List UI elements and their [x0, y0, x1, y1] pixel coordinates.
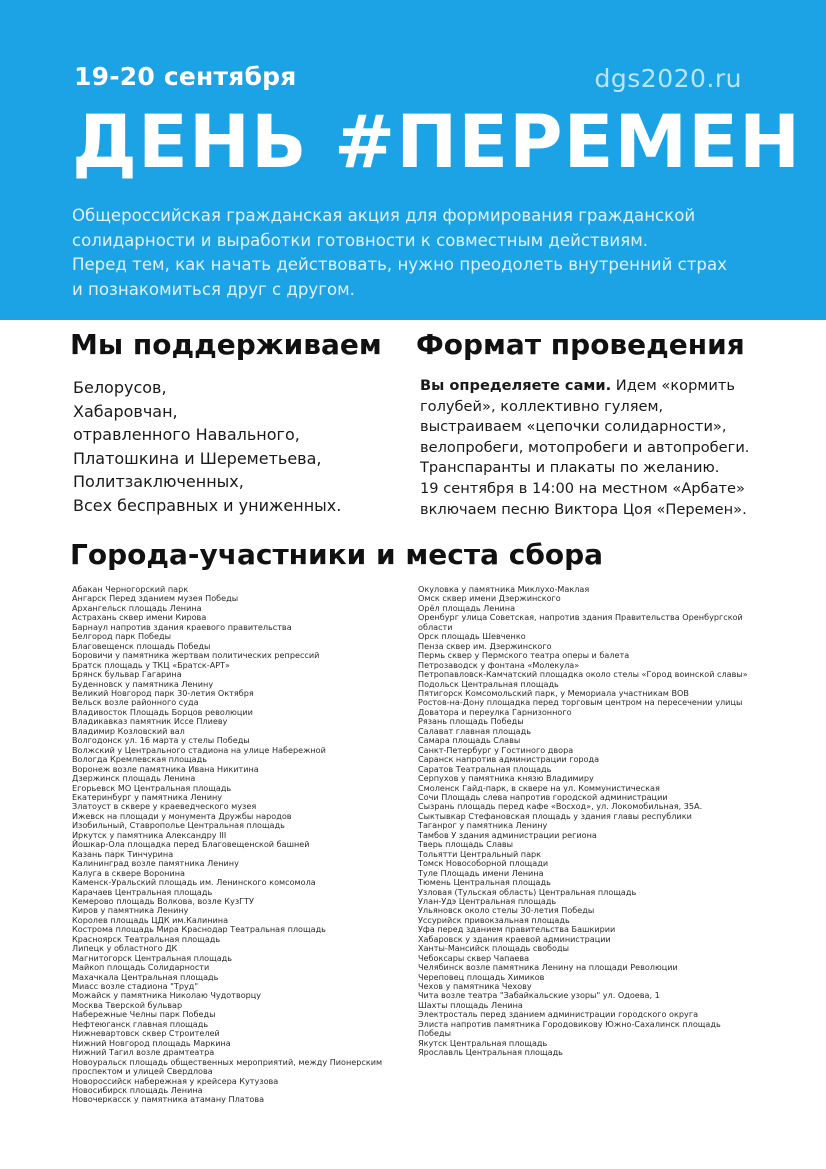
city-entry: Липецк у областного ДК — [72, 943, 178, 954]
city-entry: Сызрань площадь перед кафе «Восход», ул. Локомобильная, 35А. — [418, 801, 703, 812]
city-entry: Йошкар-Ола площадка перед Благовещенской башней — [72, 839, 310, 850]
city-entry: Оренбург улица Советская, напротив здания Правительства Оренбургской — [418, 612, 743, 623]
city-entry: Нефтеюганск главная площадь — [72, 1018, 209, 1029]
city-entry: Пятигорск Комсомольский парк, у Мемориала участникам ВОВ — [418, 687, 689, 698]
city-entry: Брянск бульвар Гагарина — [72, 669, 182, 680]
city-entry: Новочеркасск у памятника атаману Платова — [72, 1094, 265, 1105]
city-entry: Астрахань сквер имени Кирова — [72, 612, 207, 623]
city-entry: Махачкала Центральная площадь — [72, 971, 219, 982]
city-entry: Тюмень Центральная площадь — [418, 877, 551, 888]
city-entry: Тверь площадь Славы — [418, 839, 514, 850]
city-entry: Казань парк Тинчурина — [72, 848, 174, 859]
city-entry: Новоуральск площадь общественных мероприятий, между Пионерским — [72, 1056, 383, 1067]
city-entry: Сочи Площадь слева напротив городской администрации — [418, 791, 668, 802]
city-entry: Томск Новособорной площади — [418, 858, 549, 869]
city-entry: Калининград возле памятника Ленину — [72, 858, 239, 869]
format-line: голубей», коллективно гуляем, — [420, 397, 664, 415]
city-entry: Владивосток Площадь Борцов революции — [72, 706, 253, 717]
city-entry: Ангарск Перед зданием музея Победы — [72, 593, 239, 604]
support-item: Хабаровчан, — [73, 401, 178, 421]
city-entry: Королев площадь ЦДК им.Калинина — [72, 914, 229, 925]
city-entry: Окуловка у памятника Миклухо-Маклая — [418, 584, 590, 594]
format-line: выстраиваем «цепочки солидарности», — [420, 418, 727, 436]
city-entry: Санкт-Петербург у Гостиного двора — [418, 744, 574, 755]
city-entry: Вологда Кремлевская площадь — [72, 754, 208, 765]
city-entry: Карачаев Центральная площадь — [72, 886, 213, 897]
city-entry: проспектом и улицей Свердлова — [72, 1066, 213, 1077]
city-entry: Братск площадь у ТКЦ «Братск-АРТ» — [72, 659, 231, 670]
city-entry: Тамбов У здания администрации региона — [418, 829, 597, 840]
city-entry: Ростов-на-Дону площадка перед торговым центром на пересечении улицы — [418, 697, 743, 708]
city-entry: Киров у памятника Ленину — [72, 905, 189, 916]
city-entry: Воронеж возле памятника Ивана Никитина — [72, 763, 259, 774]
city-entry: Новосибирск площадь Ленина — [72, 1085, 203, 1096]
city-entry: Нижневартовск сквер Строителей — [72, 1028, 220, 1039]
format-line: включаем песню Виктора Цоя «Перемен». — [420, 500, 747, 518]
city-entry: Череповец площадь Химиков — [418, 971, 545, 982]
city-entry: Барнаул напротив здания краевого правительства — [72, 621, 292, 632]
city-entry: Саратов Театральная площадь — [418, 763, 552, 774]
format-first-line-rest: Идем «кормить — [611, 377, 735, 394]
city-entry: Дзержинск площадь Ленина — [72, 773, 196, 784]
city-entry: Элиста напротив памятника Городовикову Южно-Сахалинск площадь — [418, 1018, 721, 1029]
city-entry: Ханты-Мансийск площадь свободы — [418, 943, 569, 954]
city-entry: Миасс возле стадиона "Труд" — [72, 981, 199, 992]
city-entry: Чита возле театра "Забайкальские узоры" ул. Одоева, 1 — [418, 990, 660, 1001]
city-entry: Белгород парк Победы — [72, 631, 172, 642]
city-entry: Салават главная площадь — [418, 725, 531, 736]
city-entry: Омск сквер имени Дзержинского — [418, 593, 561, 604]
city-entry: Узловая (Тульская область) Центральная площадь — [418, 886, 637, 897]
support-item: Политзаключенных, — [73, 472, 244, 492]
intro-line: Перед тем, как начать действовать, нужно преодолеть внутренний страх — [72, 255, 727, 274]
city-entry: Новороссийск набережная у крейсера Кутузова — [72, 1075, 279, 1086]
city-entry: Смоленск Гайд-парк, в сквере на ул. Коммунистическая — [418, 782, 660, 793]
city-entry: Каменск-Уральский площадь им. Ленинского комсомола — [72, 877, 316, 888]
support-item: Белорусов, — [73, 378, 167, 397]
city-entry: Тольятти Центральный парк — [418, 848, 542, 859]
city-entry: Великий Новгород парк 30-летия Октября — [72, 687, 254, 698]
city-entry: Орёл площадь Ленина — [418, 602, 516, 613]
city-entry: Петрозаводск у фонтана «Молекула» — [418, 659, 580, 670]
city-entry: Благовещенск площадь Победы — [72, 640, 211, 651]
city-entry: Архангельск площадь Ленина — [72, 602, 202, 613]
city-entry: Нижний Новгород площадь Маркина — [72, 1037, 231, 1048]
format-line: Транспаранты и плакаты по желанию. — [420, 459, 720, 477]
intro-line: и познакомиться друг с другом. — [72, 279, 355, 299]
city-entry: Петропавловск-Камчатский площадка около стелы «Город воинской славы» — [418, 669, 748, 680]
city-entry: Набережные Челны парк Победы — [72, 1009, 216, 1020]
intro-line: солидарности и выработки готовности к совместным действиям. — [72, 230, 648, 250]
support-item: Всех бесправных и униженных. — [73, 495, 342, 515]
city-entry: Уфа перед зданием правительства Башкирии — [418, 924, 616, 935]
city-entry: Егорьевск МО Центральная площадь — [72, 782, 232, 793]
city-entry: Нижний Тагил возле драмтеатра — [72, 1047, 215, 1058]
city-entry: Буденновск у памятника Ленину — [72, 678, 214, 689]
city-entry: Вельск возле районного суда — [72, 697, 199, 708]
format-title: Формат проведения — [416, 328, 745, 361]
city-entry: Уссурийск привокзальная площадь — [418, 914, 570, 925]
format-text — [420, 376, 780, 520]
city-entry: Самара площадь Славы — [418, 735, 521, 746]
city-entry: Электросталь перед зданием администрации городского округа — [418, 1009, 699, 1020]
city-entry: Туле Площадь имени Ленина — [418, 867, 544, 878]
city-entry: Волгодонск ул. 16 марта у стелы Победы — [72, 735, 250, 746]
city-entry: Рязань площадь Победы — [418, 716, 524, 727]
city-entry: Абакан Черногорский парк — [72, 584, 189, 594]
city-entry: Пермь сквер у Пермского театра оперы и балета — [418, 650, 630, 661]
website-url[interactable]: dgs2020.ru — [594, 64, 742, 93]
city-entry: Магнитогорск Центральная площадь — [72, 952, 233, 963]
city-entry: Чехов у памятника Чехову — [418, 981, 532, 992]
city-entry: Сыктывкар Стефановская площадь у здания главы республики — [418, 810, 692, 821]
format-line: велопробеги, мотопробеги и автопробеги. — [420, 438, 750, 456]
support-item: Платошкина и Шереметьева, — [73, 448, 322, 468]
cities-list-right — [418, 585, 748, 1058]
intro-line: Общероссийская гражданская акция для формирования гражданской — [72, 206, 696, 225]
city-entry: Ижевск на площади у монумента Дружбы народов — [72, 810, 292, 821]
city-entry: Майкоп площадь Солидарности — [72, 962, 210, 973]
city-entry: Калуга в сквере Воронина — [72, 867, 185, 878]
headline: ДЕНЬ #ПЕРЕМЕН — [72, 100, 802, 185]
city-entry: Челябинск возле памятника Ленину на площади Революции — [418, 962, 678, 973]
city-entry: Улан-Удэ Центральная площадь — [418, 895, 557, 906]
city-entry: Орск площадь Шевченко — [418, 631, 526, 642]
event-date: 19-20 сентября — [74, 62, 297, 91]
format-lead: Вы определяете сами. — [420, 377, 612, 394]
city-entry: Ярославль Центральная площадь — [418, 1047, 563, 1058]
city-entry: Хабаровск у здания краевой администрации — [418, 933, 611, 944]
support-title: Мы поддерживаем — [70, 328, 382, 361]
city-entry: Кемерово площадь Волкова, возле КузГТУ — [72, 895, 254, 906]
city-entry: области — [418, 621, 453, 632]
intro-text — [72, 204, 772, 302]
city-entry: Боровичи у памятника жертвам политических репрессий — [72, 650, 320, 661]
city-entry: Шахты площадь Ленина — [418, 999, 523, 1010]
support-item: отравленного Навального, — [73, 425, 300, 445]
city-entry: Волжский у Центрального стадиона на улице Набережной — [72, 744, 326, 755]
support-list — [73, 376, 341, 518]
city-entry: Таганрог у памятника Ленину — [418, 820, 548, 831]
city-entry: Владимир Козловский вал — [72, 725, 185, 736]
city-entry: Красноярск Театральная площадь — [72, 933, 221, 944]
format-first-line — [420, 376, 780, 397]
city-entry: Пенза сквер им. Дзержинского — [418, 640, 552, 651]
cities-title: Города-участники и места сбора — [70, 538, 604, 571]
city-entry: Владикавказ памятник Иссе Плиеву — [72, 716, 228, 727]
city-entry: Ульяновск около стелы 30-летия Победы — [418, 905, 595, 916]
city-entry: Златоуст в сквере у краеведческого музея — [72, 801, 257, 812]
header-banner — [0, 0, 826, 320]
city-entry: Иркутск у памятника Александру III — [72, 829, 227, 840]
cities-list-left — [72, 585, 382, 1105]
city-entry: Якутск Центральная площадь — [418, 1037, 548, 1048]
city-entry: Москва Тверской бульвар — [72, 999, 183, 1010]
city-entry: Доватора и переулка Гарнизонного — [418, 706, 572, 717]
city-entry: Чебоксары сквер Чапаева — [418, 952, 530, 963]
city-entry: Кострома площадь Мира Краснодар Театральная площадь — [72, 924, 326, 935]
city-entry: Можайск у памятника Николаю Чудотворцу — [72, 990, 262, 1001]
city-entry: Изобильный, Ставрополье Центральная площадь — [72, 820, 285, 831]
city-entry: Подольск Центральная площадь — [418, 678, 559, 689]
city-entry: Екатеринбург у памятника Ленину — [72, 791, 223, 802]
format-line: 19 сентября в 14:00 на местном «Арбате» — [420, 479, 745, 497]
city-entry: Победы — [418, 1028, 451, 1039]
city-entry: Саранск напротив администрации города — [418, 754, 600, 765]
city-entry: Серпухов у памятника князю Владимиру — [418, 773, 594, 784]
